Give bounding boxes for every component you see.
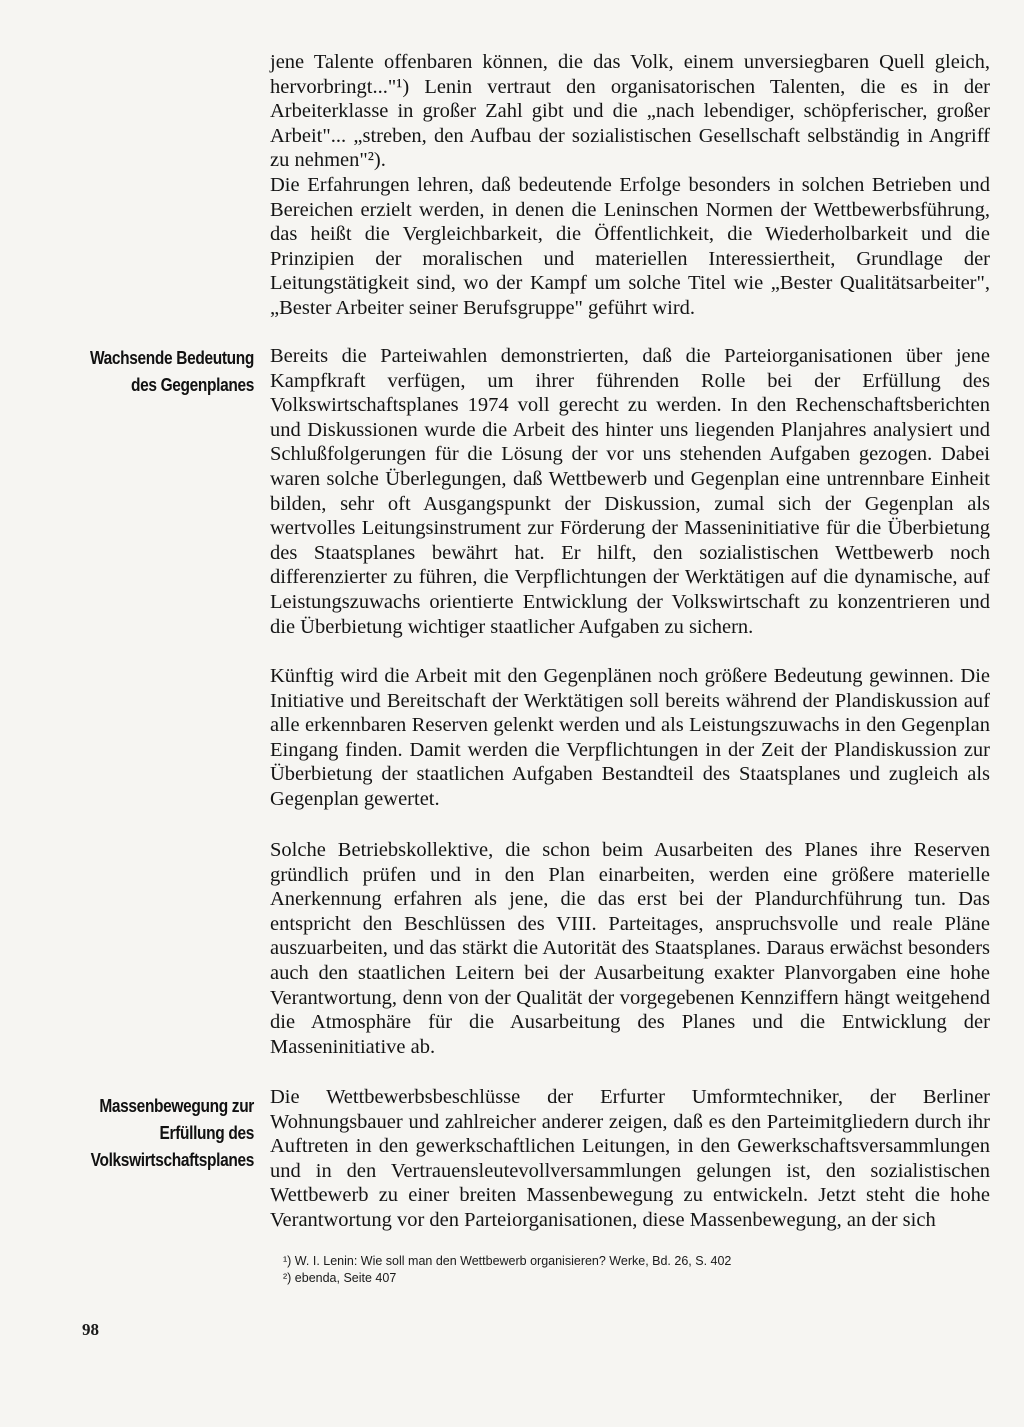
page-number: 98 (82, 1320, 99, 1339)
footnotes (283, 1253, 983, 1287)
paragraph-text: jene Talente offenbaren können, die das Volk, einem unversiegbaren Quell gleich, hervorbringt..."¹) Lenin vertraut den organisatorischen Talenten, die es in der Arbeiterklasse in großer Zahl gibt und die „nach lebendiger, schöpferischer, großer Arbeit"... „streben, den Aufbau der sozialistischen Gesellschaft selbständig in Angriff zu nehmen"²). (270, 51, 990, 172)
paragraph-lenin-talente (270, 50, 990, 173)
paragraph-parteiwahlen (270, 344, 990, 639)
footnote-2: ²) ebenda, Seite 407 (283, 1271, 397, 1285)
paragraph-text: Bereits die Parteiwahlen demonstrierten, daß die Parteiorganisationen über jene Kampfkraft verfügen, um ihrer führenden Rolle bei der Erfüllung des Volkswirtschaftsplanes 1974 voll gerecht zu werden. In den Rechenschaftsberichten und Diskussionen wurde die Arbeit des hinter uns liegenden Planjahres analysiert und Schlußfolgerungen für die Lösung der vor uns stehenden Aufgaben gezogen. Dabei waren solche Überlegungen, daß Wettbewerb und Gegenplan eine untrennbare Einheit bilden, sehr oft Ausgangspunkt der Diskussion, zumal sich der Gegenplan als wertvolles Leitungsinstrument zur Förderung der Masseninitiative für die Überbietung des Staatsplanes bewährt hat. Er hilft, den sozialistischen Wettbewerb noch differenzierter zu führen, die Verpflichtungen der Werktätigen auf die dynamische, auf Leistungszuwachs orientierte Entwicklung der Volkswirtschaft zu konzentrieren und die Überbietung wichtiger staatlicher Aufgaben zu sichern. (270, 345, 990, 638)
paragraph-text: Die Wettbewerbsbeschlüsse der Erfurter Umformtechniker, der Berliner Wohnungsbauer und zahlreicher anderer zeigen, daß es den Parteimitgliedern durch ihr Auftreten in den gewerkschaftlichen Leitungen, in den Gewerkschaftsversammlungen und in den Vertrauensleutevollversammlungen gelungen ist, den sozialistischen Wettbewerb zu einer breiten Massenbewegung zu entwickeln. Jetzt steht die hohe Verantwortung vor den Parteiorganisationen, diese Massenbewegung, an der sich (270, 1086, 990, 1231)
paragraph-text: Künftig wird die Arbeit mit den Gegenplänen noch größere Bedeutung gewinnen. Die Initiative und Bereitschaft der Werktätigen soll bereits während der Plandiskussion auf alle erkennbaren Reserven gelenkt werden und als Leistungszuwachs in den Gegenplan Eingang finden. Damit werden die Verpflichtungen in der Zeit der Plandiskussion zur Überbietung der staatlichen Aufgaben Bestandteil des Staatsplanes und zugleich als Gegenplan gewertet. (270, 665, 990, 810)
footnote-1: ¹) W. I. Lenin: Wie soll man den Wettbewerb organisieren? Werke, Bd. 26, S. 402 (283, 1254, 732, 1268)
margin-heading-massenbewegung: Massenbewegung zur Erfüllung des Volkswirtschaftsplanes (90, 1096, 254, 1170)
paragraph-wettbewerbsbeschluesse (270, 1085, 990, 1233)
paragraph-text: Die Erfahrungen lehren, daß bedeutende Erfolge besonders in solchen Betrieben und Bereichen erzielt werden, in denen die Leninschen Normen der Wettbewerbsführung, das heißt die Vergleichbarkeit, die Öffentlichkeit, die Wiederholbarkeit und die Prinzipien der moralischen und materiellen Interessiertheit, Grundlage der Leitungstätigkeit sind, wo der Kampf um solche Titel wie „Bester Qualitätsarbeiter", „Bester Arbeiter seiner Berufsgruppe" geführt wird. (270, 174, 990, 319)
paragraph-betriebskollektive (270, 838, 990, 1059)
paragraph-gegenplaene (270, 664, 990, 812)
paragraph-text: Solche Betriebskollektive, die schon beim Ausarbeiten des Planes ihre Reserven gründlich prüfen und in den Plan einarbeiten, werden eine größere materielle Anerkennung erfahren als jene, die das erst bei der Plandurchführung tun. Das entspricht den Beschlüssen des VIII. Parteitages, anspruchsvolle und reale Pläne auszuarbeiten, und das stärkt die Autorität des Staatsplanes. Daraus erwächst besonders auch den staatlichen Leitern bei der Ausarbeitung exakter Planvorgaben eine hohe Verantwortung, denn von der Qualität der vorgegebenen Kennziffern hängt weitgehend die Atmosphäre für die Ausarbeitung des Planes und die Entwicklung der Masseninitiative ab. (270, 839, 990, 1058)
paragraph-erfahrungen (270, 173, 990, 321)
margin-heading-gegenplan: Wachsende Bedeutung des Gegenplanes (89, 348, 255, 395)
